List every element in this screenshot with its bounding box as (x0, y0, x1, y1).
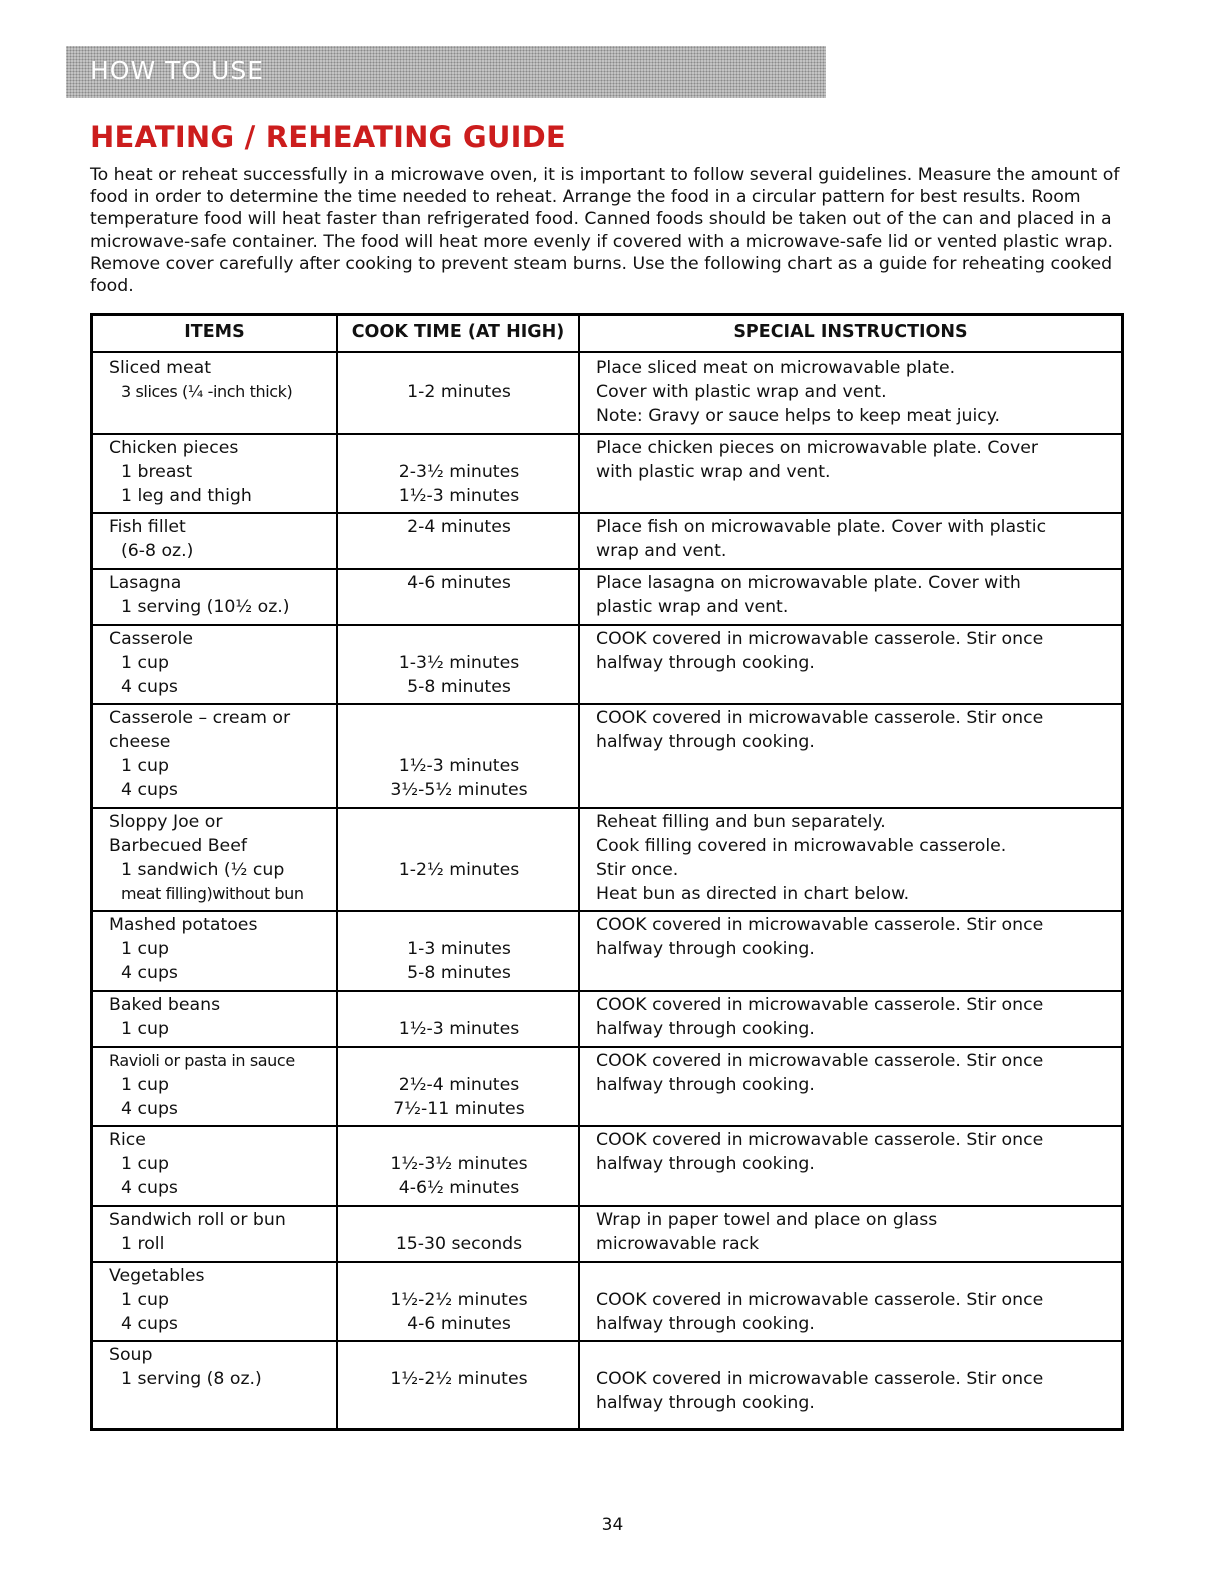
instructions-cell (596, 993, 1116, 1041)
item-cell-line: 4 cups (121, 1099, 178, 1119)
cook-time-cell (339, 1049, 579, 1121)
cook-time-cell-line: 1½-2½ minutes (390, 1369, 528, 1389)
instructions-cell-line: with plastic wrap and vent. (596, 462, 831, 482)
cook-time-cell-line (339, 993, 579, 1017)
instructions-cell-line: COOK covered in microwavable casserole. Stir once (596, 629, 1044, 649)
item-cell (109, 356, 337, 404)
cook-time-cell-line: 5-8 minutes (407, 963, 511, 983)
cook-time-cell-line (339, 1049, 579, 1073)
item-cell-line: 3 slices (¼ -inch thick) (121, 382, 293, 401)
item-cell-line: Ravioli or pasta in sauce (109, 1051, 295, 1070)
item-cell-line: Rice (109, 1130, 146, 1150)
header-special-instructions: SPECIAL INSTRUCTIONS (733, 322, 968, 342)
instructions-cell-line: halfway through cooking. (596, 1393, 815, 1413)
row-divider (93, 1261, 1121, 1263)
item-cell-line: Sloppy Joe or (109, 812, 223, 832)
instructions-cell-line: halfway through cooking. (596, 1075, 815, 1095)
item-cell (109, 1049, 337, 1121)
header-cook-time: COOK TIME (AT HIGH) (351, 322, 565, 342)
cook-time-cell-line: 1-2½ minutes (398, 860, 520, 880)
cook-time-cell-line: 1-3½ minutes (398, 653, 520, 673)
item-cell-line: 1 serving (8 oz.) (121, 1369, 262, 1389)
item-cell (109, 1343, 337, 1391)
section-banner (66, 46, 826, 98)
section-banner-label: HOW TO USE (90, 56, 265, 85)
instructions-cell-line: Wrap in paper towel and place on glass (596, 1210, 938, 1230)
cook-time-cell-line (339, 1264, 579, 1288)
row-divider (93, 990, 1121, 992)
cook-time-cell-line (339, 356, 579, 380)
cook-time-cell-line: 1½-2½ minutes (390, 1290, 528, 1310)
row-divider (93, 703, 1121, 705)
cook-time-cell-line (339, 1208, 579, 1232)
item-cell-line: 1 serving (10½ oz.) (121, 597, 290, 617)
instructions-cell-line: COOK covered in microwavable casserole. Stir once (596, 1051, 1044, 1071)
page-number: 34 (601, 1515, 624, 1535)
instructions-cell (596, 515, 1116, 563)
instructions-cell-line: halfway through cooking. (596, 1154, 815, 1174)
item-cell-line: (6-8 oz.) (121, 541, 194, 561)
item-cell-line: 1 cup (121, 1019, 169, 1039)
item-cell (109, 436, 337, 508)
instructions-cell-line (596, 1264, 1116, 1288)
instructions-cell-line: halfway through cooking. (596, 1019, 815, 1039)
instructions-cell-line: Heat bun as directed in chart below. (596, 884, 910, 904)
item-cell-line: 4 cups (121, 780, 178, 800)
cook-time-cell-line: 1½-3½ minutes (390, 1154, 528, 1174)
item-cell-line: 4 cups (121, 1314, 178, 1334)
item-cell-line: Sliced meat (109, 358, 211, 378)
instructions-cell (596, 436, 1116, 484)
instructions-cell (596, 1343, 1116, 1415)
item-cell (109, 1208, 337, 1256)
instructions-cell-line: Place sliced meat on microwavable plate. (596, 358, 956, 378)
instructions-cell-line: halfway through cooking. (596, 653, 815, 673)
item-cell-line: 1 cup (121, 756, 169, 776)
cook-time-cell-line: 1½-3 minutes (398, 1019, 520, 1039)
cook-time-cell (339, 515, 579, 539)
cook-time-cell-line: 3½-5½ minutes (390, 780, 528, 800)
instructions-cell (596, 913, 1116, 961)
instructions-cell-line: COOK covered in microwavable casserole. Stir once (596, 1290, 1044, 1310)
item-cell-line: 4 cups (121, 1178, 178, 1198)
item-cell-line: Lasagna (109, 573, 182, 593)
item-cell-line: Baked beans (109, 995, 221, 1015)
cook-time-cell-line: 2-4 minutes (407, 517, 511, 537)
instructions-cell-line: microwavable rack (596, 1234, 760, 1254)
item-cell-line: 1 cup (121, 653, 169, 673)
instructions-cell-line: plastic wrap and vent. (596, 597, 789, 617)
item-cell-line: Vegetables (109, 1266, 205, 1286)
row-divider (93, 807, 1121, 809)
cook-time-cell-line: 5-8 minutes (407, 677, 511, 697)
row-divider (93, 568, 1121, 570)
cook-time-cell-line (339, 730, 579, 754)
cook-time-cell (339, 1128, 579, 1200)
instructions-cell-line: Note: Gravy or sauce helps to keep meat juicy. (596, 406, 1001, 426)
cook-time-cell-line: 1-2 minutes (407, 382, 511, 402)
instructions-cell-line: COOK covered in microwavable casserole. Stir once (596, 1130, 1044, 1150)
instructions-cell (596, 356, 1116, 428)
cook-time-cell-line: 1½-3 minutes (398, 756, 520, 776)
item-cell-line: cheese (109, 732, 171, 752)
item-cell (109, 571, 337, 619)
item-cell-line: meat filling)without bun (121, 884, 304, 903)
cook-time-cell-line: 1-3 minutes (407, 939, 511, 959)
item-cell-line: Soup (109, 1345, 153, 1365)
instructions-cell (596, 1264, 1116, 1336)
row-divider (93, 1205, 1121, 1207)
item-cell-line: Mashed potatoes (109, 915, 258, 935)
instructions-cell-line: Place lasagna on microwavable plate. Cover with (596, 573, 1021, 593)
item-cell (109, 515, 337, 563)
item-cell-line: Casserole (109, 629, 194, 649)
cook-time-cell (339, 436, 579, 508)
item-cell (109, 913, 337, 985)
item-cell-line: 1 cup (121, 1154, 169, 1174)
intro-paragraph: To heat or reheat successfully in a microwave oven, it is important to follow several guidelines. Measure the amount of food in order to determine the time needed to reheat. Arrange the food in a circular pattern for best results. Room temperature food will heat faster than refrigerated food. Canned foods should be taken out of the can and placed in a microwave-safe container. The food will heat more evenly if covered with a microwave-safe lid or vented plastic wrap. Remove cover carefully after cooking to prevent steam burns. Use the following chart as a guide for reheating cooked food. (90, 165, 1120, 297)
instructions-cell-line: COOK covered in microwavable casserole. Stir once (596, 1369, 1044, 1389)
item-cell-line: 4 cups (121, 963, 178, 983)
item-cell-line: 4 cups (121, 677, 178, 697)
cook-time-cell (339, 1208, 579, 1256)
cook-time-cell (339, 706, 579, 802)
cook-time-cell-line: 2½-4 minutes (398, 1075, 520, 1095)
cook-time-cell (339, 571, 579, 595)
cook-time-cell (339, 1343, 579, 1391)
cook-time-cell (339, 810, 579, 882)
instructions-cell-line: Cover with plastic wrap and vent. (596, 382, 887, 402)
heating-guide-table (90, 313, 1124, 1431)
instructions-cell-line: wrap and vent. (596, 541, 727, 561)
row-divider (93, 1125, 1121, 1127)
item-cell-line: 1 sandwich (½ cup (121, 860, 285, 880)
item-cell-line: 1 leg and thigh (121, 486, 252, 506)
item-cell-line: 1 breast (121, 462, 193, 482)
cook-time-cell (339, 1264, 579, 1336)
instructions-cell-line: Place chicken pieces on microwavable plate. Cover (596, 438, 1038, 458)
instructions-cell-line: Place fish on microwavable plate. Cover with plastic (596, 517, 1047, 537)
cook-time-cell-line (339, 913, 579, 937)
cook-time-cell (339, 913, 579, 985)
item-cell-line: 1 roll (121, 1234, 165, 1254)
item-cell-line: Chicken pieces (109, 438, 239, 458)
instructions-cell-line: halfway through cooking. (596, 732, 815, 752)
instructions-cell-line: COOK covered in microwavable casserole. Stir once (596, 915, 1044, 935)
cook-time-cell-line (339, 834, 579, 858)
cook-time-cell-line: 4-6½ minutes (398, 1178, 520, 1198)
cook-time-cell (339, 993, 579, 1041)
cook-time-cell (339, 627, 579, 699)
row-divider (93, 624, 1121, 626)
instructions-cell (596, 627, 1116, 675)
instructions-cell-line (596, 1343, 1116, 1367)
cook-time-cell-line (339, 1343, 579, 1367)
item-cell-line: Casserole – cream or (109, 708, 291, 728)
header-divider (93, 351, 1121, 353)
cook-time-cell-line (339, 1128, 579, 1152)
instructions-cell (596, 706, 1116, 754)
page-title: HEATING / REHEATING GUIDE (90, 120, 566, 154)
item-cell-line: Sandwich roll or bun (109, 1210, 286, 1230)
instructions-cell-line: Reheat filling and bun separately. (596, 812, 886, 832)
instructions-cell-line: COOK covered in microwavable casserole. Stir once (596, 995, 1044, 1015)
cook-time-cell-line: 4-6 minutes (407, 1314, 511, 1334)
instructions-cell (596, 1049, 1116, 1097)
cook-time-cell-line: 1½-3 minutes (398, 486, 520, 506)
item-cell-line: 1 cup (121, 939, 169, 959)
instructions-cell (596, 810, 1116, 906)
row-divider (93, 433, 1121, 435)
instructions-cell (596, 1128, 1116, 1176)
cook-time-cell-line: 15-30 seconds (395, 1234, 523, 1254)
item-cell-line: 1 cup (121, 1075, 169, 1095)
cook-time-cell-line (339, 706, 579, 730)
instructions-cell-line: Cook filling covered in microwavable casserole. (596, 836, 1007, 856)
cook-time-cell (339, 356, 579, 404)
cook-time-cell-line (339, 627, 579, 651)
instructions-cell-line: halfway through cooking. (596, 939, 815, 959)
cook-time-cell-line: 7½-11 minutes (393, 1099, 525, 1119)
cook-time-cell-line (339, 810, 579, 834)
item-cell (109, 1128, 337, 1200)
cook-time-cell-line: 4-6 minutes (407, 573, 511, 593)
instructions-cell (596, 1208, 1116, 1256)
item-cell (109, 993, 337, 1041)
item-cell (109, 1264, 337, 1336)
item-cell (109, 810, 337, 906)
instructions-cell (596, 571, 1116, 619)
item-cell-line: Fish fillet (109, 517, 186, 537)
row-divider (93, 1340, 1121, 1342)
item-cell-line: 1 cup (121, 1290, 169, 1310)
item-cell-line: Barbecued Beef (109, 836, 247, 856)
header-items: ITEMS (184, 322, 245, 342)
item-cell (109, 627, 337, 699)
item-cell (109, 706, 337, 802)
row-divider (93, 1046, 1121, 1048)
row-divider (93, 910, 1121, 912)
instructions-cell-line: Stir once. (596, 860, 679, 880)
cook-time-cell-line (339, 436, 579, 460)
instructions-cell-line: COOK covered in microwavable casserole. Stir once (596, 708, 1044, 728)
row-divider (93, 512, 1121, 514)
instructions-cell-line: halfway through cooking. (596, 1314, 815, 1334)
cook-time-cell-line: 2-3½ minutes (398, 462, 520, 482)
